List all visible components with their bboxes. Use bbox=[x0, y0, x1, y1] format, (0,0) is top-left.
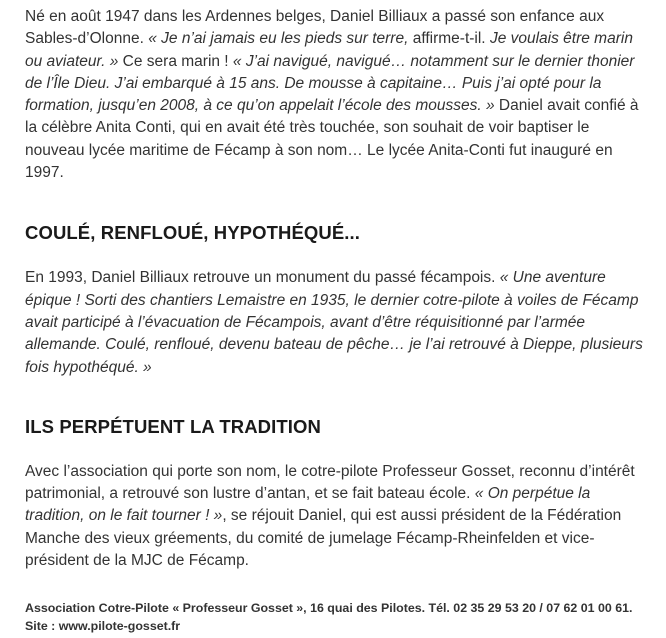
paragraph-intro-text-3: Ce sera marin ! bbox=[118, 52, 233, 70]
paragraph-intro bbox=[25, 6, 650, 184]
section-heading-coule: COULÉ, RENFLOUÉ, HYPOTHÉQUÉ... bbox=[25, 222, 360, 244]
paragraph-association-text-1: Avec l’association qui porte son nom, le cotre-pilote Professeur Gosset, reconnu d’intérêt patrimonial, a retrouvé son lustre d’antan, et se fait bateau école. bbox=[25, 462, 635, 503]
paragraph-monument-text-1: En 1993, Daniel Billiaux retrouve un monument du passé fécampois. bbox=[25, 269, 500, 287]
paragraph-association-text-2: , se réjouit Daniel, qui est aussi président de la Fédération Manche des vieux gréements, du comité de jumelage Fécamp-Rheinfelden et vice-président de la MJC de Fécamp. bbox=[25, 507, 622, 570]
paragraph-intro-quote-3: « J’ai navigué, navigué… notamment sur le dernier thonier de l’Île Dieu. J’ai embarqué à 15 ans. De mousse à capitaine… Puis j’ai opté pour la formation, jusqu’en 2008, à ce qu’on appelait l’école des mousses. » bbox=[25, 52, 635, 115]
article-body bbox=[25, 6, 650, 635]
paragraph-intro-text-4: Daniel avait confié à la célèbre Anita Conti, qui en avait été très touchée, son souhait de voir baptiser le nouveau lycée maritime de Fécamp à son nom… Le lycée Anita-Conti fut inauguré en 1997. bbox=[25, 97, 639, 182]
paragraph-intro-text-2: affirme-t-il. bbox=[412, 30, 490, 48]
contact-footer: Association Cotre-Pilote « Professeur Gosset », 16 quai des Pilotes. Tél. 02 35 29 53 20 / 07 62 01 00 61. Site : www.pilote-gosset.fr bbox=[25, 601, 633, 634]
section-heading-tradition: ILS PERPÉTUENT LA TRADITION bbox=[25, 415, 321, 437]
paragraph-intro-text-1: Né en août 1947 dans les Ardennes belges, Daniel Billiaux a passé son enfance aux Sables-d’Olonne. bbox=[25, 8, 605, 48]
paragraph-association-quote-1: « On perpétue la tradition, on le fait tourner ! » bbox=[25, 485, 591, 525]
paragraph-intro-quote-1: « Je n’ai jamais eu les pieds sur terre, bbox=[148, 30, 413, 48]
paragraph-monument-quote-1: « Une aventure épique ! Sorti des chantiers Lemaistre en 1935, le dernier cotre-pilote à voiles de Fécamp avait participé à l’évacuation de Fécampois, avant d’être réquisitionné par l’armée allemande. Coulé, renfloué, devenu bateau de pêche… je l’ai retrouvé à Dieppe, plusieurs fois hypothéqué. » bbox=[25, 269, 643, 376]
paragraph-association bbox=[25, 461, 650, 572]
paragraph-monument bbox=[25, 267, 650, 378]
paragraph-intro-quote-2: Je voulais être marin ou aviateur. » bbox=[25, 30, 633, 70]
